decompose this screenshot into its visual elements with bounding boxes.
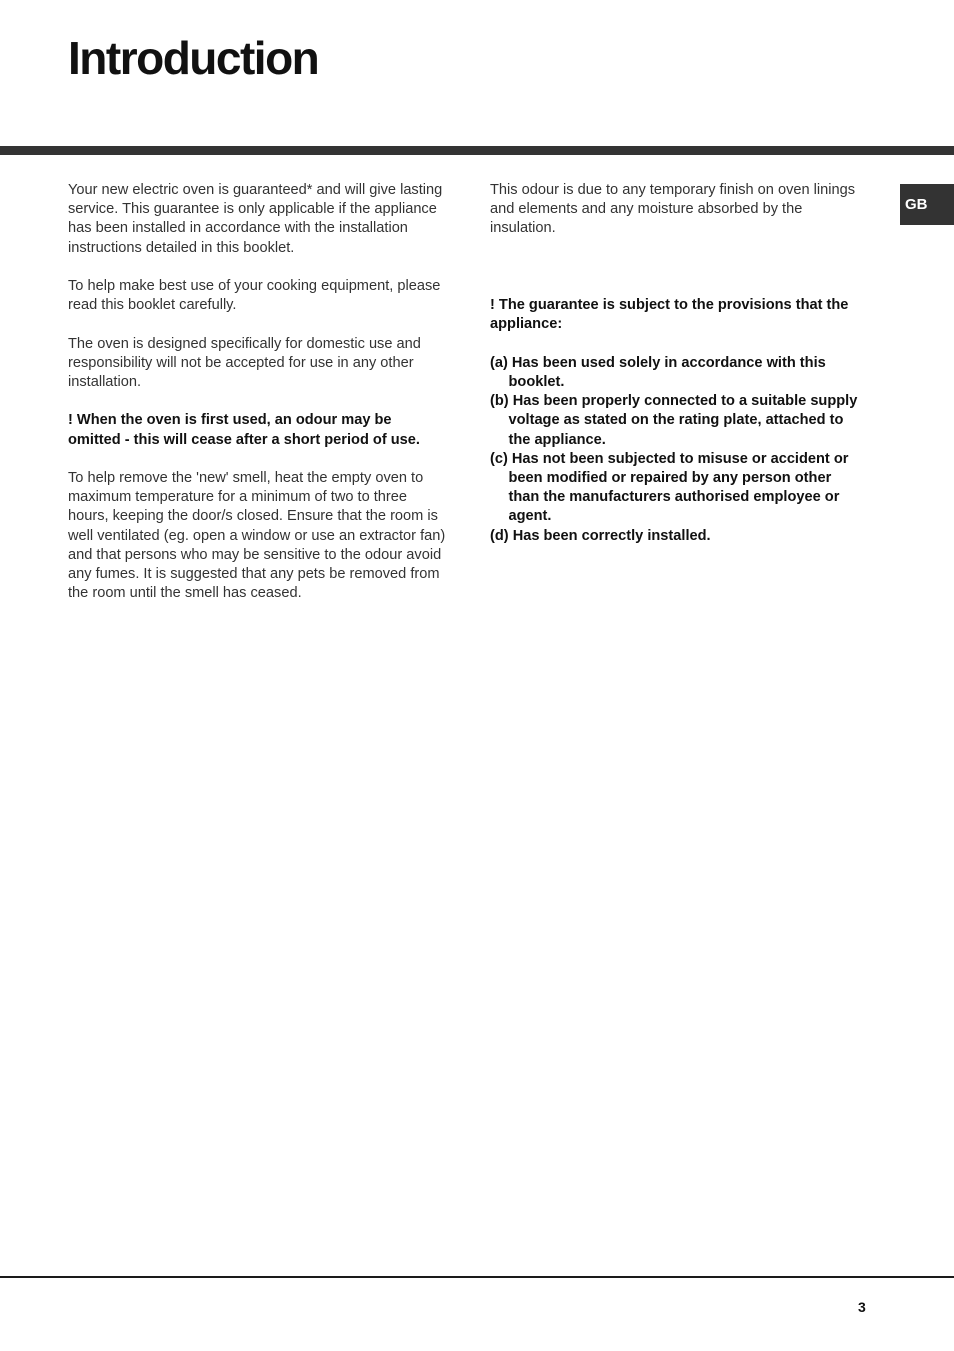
guarantee-provisions-heading: ! The guarantee is subject to the provisions that the appliance: — [490, 297, 849, 333]
list-item: (a) Has been used solely in accordance with this booklet. — [490, 354, 826, 390]
list-item: (b) Has been properly connected to a suitable supply voltage as stated on the rating plate, attached to the appliance. — [490, 393, 858, 448]
domestic-use-paragraph: The oven is designed specifically for domestic use and responsibility will not be accepted for use in any other installation. — [68, 335, 421, 390]
guarantee-conditions-list — [490, 354, 858, 546]
footer-divider — [0, 1276, 954, 1278]
remove-smell-paragraph: To help remove the 'new' smell, heat the empty oven to maximum temperature for a minimum of two to three hours, keeping the door/s closed. Ensure that the room is well ventilated (eg. open a window or use an extractor fan) and that persons who may be sensitive to the odour avoid any fumes. It is suggested that any pets be removed from the room until the smell has ceased. — [68, 469, 446, 602]
odour-warning: ! When the oven is first used, an odour may be omitted - this will cease after a short period of use. — [68, 412, 420, 448]
list-item: (d) Has been correctly installed. — [490, 527, 711, 544]
left-column — [68, 181, 448, 623]
language-tab: GB — [900, 184, 954, 225]
right-column — [490, 181, 858, 546]
guarantee-paragraph: Your new electric oven is guaranteed* and will give lasting service. This guarantee is only applicable if the appliance has been installed in accordance with the installation instructions detailed in this booklet. — [68, 182, 443, 256]
title-divider — [0, 146, 954, 155]
spacer — [490, 258, 858, 296]
read-booklet-paragraph: To help make best use of your cooking equipment, please read this booklet carefully. — [68, 278, 441, 314]
page-title: Introduction — [68, 32, 319, 84]
page-number: 3 — [858, 1299, 866, 1315]
list-item: (c) Has not been subjected to misuse or accident or been modified or repaired by any person other than the manufacturers authorised employee or agent. — [490, 450, 849, 525]
odour-cause-paragraph: This odour is due to any temporary finish on oven linings and elements and any moisture absorbed by the insulation. — [490, 182, 856, 237]
